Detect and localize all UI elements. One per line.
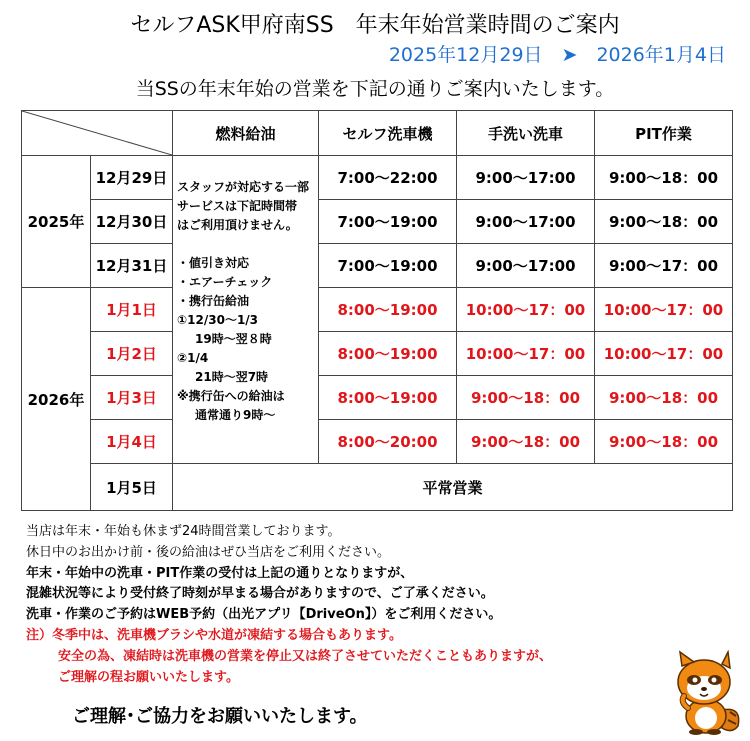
warning-line: 注）冬季中は、洗車機ブラシや水道が凍結する場合もあります。	[26, 627, 402, 643]
closing-message: ご理解･ご協力をお願いいたします。	[72, 706, 368, 727]
note-line: 年末・年始中の洗車・PIT作業の受付は上記の通りとなりますが、	[26, 565, 414, 581]
column-header-hand-wash: 手洗い洗車	[457, 111, 595, 156]
raccoon-mascot-icon	[666, 650, 744, 736]
hand-wash-hours: 9:00～17:00	[457, 200, 595, 244]
note-line: 休日中のお出かけ前・後の給油はぜひ当店をご利用ください。	[26, 544, 391, 560]
warning-line: ご理解の程お願いいたします。	[58, 669, 239, 685]
regular-hours-cell: 平常営業	[173, 464, 733, 511]
date-cell: 1月5日	[91, 464, 173, 511]
self-wash-hours: 7:00～22:00	[319, 156, 457, 200]
hand-wash-hours: 9:00～18：00	[457, 376, 595, 420]
warning-line: 安全の為、凍結時は洗車機の営業を停止又は終了させていただくこともありますが、	[58, 648, 553, 664]
table-row	[22, 464, 733, 511]
diagonal-corner-cell	[22, 111, 173, 156]
date-cell: 12月31日	[91, 244, 173, 288]
pit-hours: 9:00～18：00	[595, 156, 733, 200]
note-line: 洗車・作業のご予約はWEB予約（出光アプリ【DriveOn】）をご利用ください。	[26, 607, 502, 623]
notes-block	[26, 522, 552, 688]
table-row	[22, 332, 733, 376]
column-header-pit: PIT作業	[595, 111, 733, 156]
fuel-service-note: スタッフが対応する一部 サービスは下記時間帯 はご利用頂けません。 ・値引き対応 ・エアーチェック ・携行缶給油 ①12/30～1/3 19時～翌８時 ②1/4 21時～翌7時 ※携行缶への給油は 通常通り9時～	[173, 156, 319, 464]
self-wash-hours: 8:00～20:00	[319, 420, 457, 464]
pit-hours: 9:00～18：00	[595, 376, 733, 420]
self-wash-hours: 7:00～19:00	[319, 200, 457, 244]
schedule-table	[21, 110, 733, 511]
hand-wash-hours: 10:00～17：00	[457, 288, 595, 332]
pit-hours: 9:00～18：00	[595, 420, 733, 464]
year-cell-2026: 2026年	[22, 288, 91, 511]
page-subtitle: 当SSの年末年始の営業を下記の通りご案内いたします。	[135, 78, 615, 100]
self-wash-hours: 8:00～19:00	[319, 288, 457, 332]
hand-wash-hours: 9:00～17:00	[457, 156, 595, 200]
column-header-self-wash: セルフ洗車機	[319, 111, 457, 156]
table-header-row	[22, 111, 733, 156]
self-wash-hours: 8:00～19:00	[319, 332, 457, 376]
hand-wash-hours: 9:00～17:00	[457, 244, 595, 288]
pit-hours: 9:00～18：00	[595, 200, 733, 244]
page-title: セルフASK甲府南SS 年末年始営業時間のご案内	[130, 13, 620, 38]
date-cell: 1月2日	[91, 332, 173, 376]
pit-hours: 9:00～17：00	[595, 244, 733, 288]
table-row	[22, 200, 733, 244]
table-row	[22, 244, 733, 288]
self-wash-hours: 7:00～19:00	[319, 244, 457, 288]
hand-wash-hours: 10:00～17：00	[457, 332, 595, 376]
date-cell: 1月4日	[91, 420, 173, 464]
self-wash-hours: 8:00～19:00	[319, 376, 457, 420]
date-range: 2025年12月29日 ➤ 2026年1月4日	[388, 44, 726, 66]
date-cell: 12月30日	[91, 200, 173, 244]
note-line: 当店は年末・年始も休まず24時間営業しております。	[26, 524, 341, 539]
table-row	[22, 420, 733, 464]
date-cell: 1月1日	[91, 288, 173, 332]
table-row	[22, 288, 733, 332]
year-cell-2025: 2025年	[22, 156, 91, 288]
hand-wash-hours: 9:00～18：00	[457, 420, 595, 464]
pit-hours: 10:00～17：00	[595, 332, 733, 376]
date-cell: 1月3日	[91, 376, 173, 420]
column-header-fuel: 燃料給油	[173, 111, 319, 156]
table-row	[22, 376, 733, 420]
table-row	[22, 156, 733, 200]
note-line: 混雑状況等により受付終了時刻が早まる場合がありますので、ご了承ください。	[26, 586, 494, 602]
pit-hours: 10:00～17：00	[595, 288, 733, 332]
date-cell: 12月29日	[91, 156, 173, 200]
